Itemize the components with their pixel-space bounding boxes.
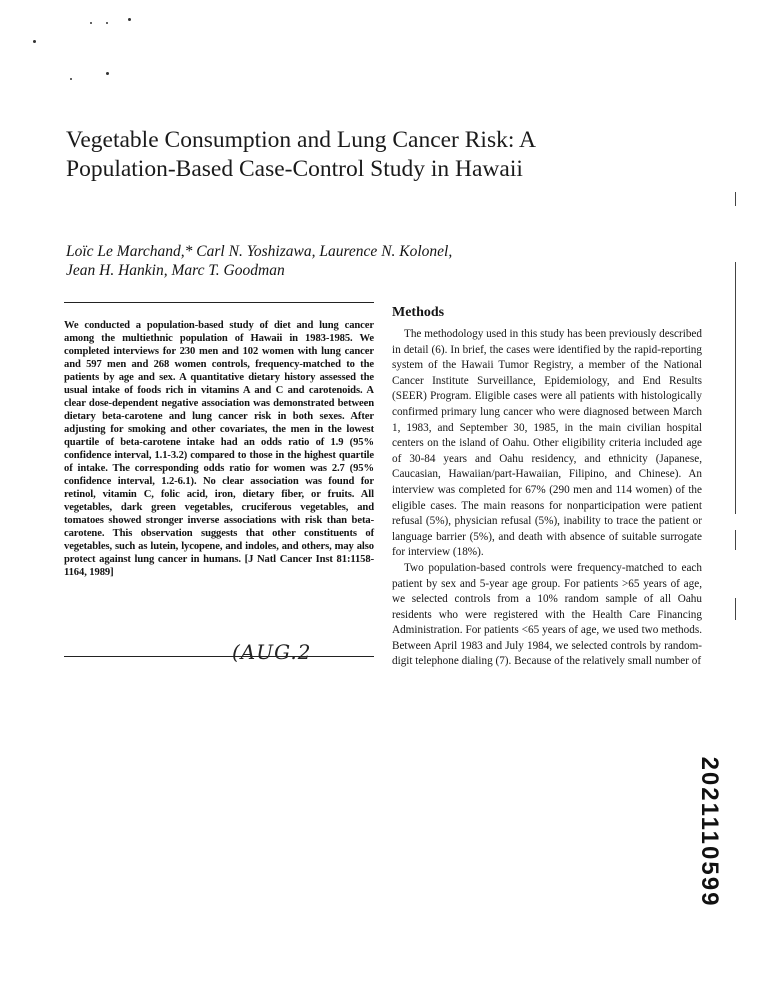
scan-speck: [106, 72, 109, 75]
scan-speck: [33, 40, 36, 43]
author-list: [66, 242, 536, 280]
scan-speck: [128, 18, 131, 21]
methods-paragraph-2: Two population-based controls were frequency-matched to each patient by sex and 5-year age group. For patients >65 years of age, we selected controls from a 10% random sample of all Oahu residents who were registered with the Health Care Financing Administration. For patients <65 years of age, we used two methods. Between April 1983 and July 1984, we selected controls by random-digit telephone dialing (7). Because of the relatively small number of: [392, 561, 702, 667]
author-line-1: Loïc Le Marchand,* Carl N. Yoshizawa, Laurence N. Kolonel,: [66, 243, 453, 260]
document-id-stamp: 2021110599: [696, 756, 723, 908]
scan-edge-mark: [735, 598, 736, 620]
methods-paragraph-1: The methodology used in this study has been previously described in detail (6). In brief, the cases were identified by the rapid-reporting system of the Hawaii Tumor Registry, a member of the National Cancer Institute Surveillance, Epidemiology, and End Results (SEER) Program. Eligible cases were all patients with histologically confirmed primary lung cancer who were diagnosed between March 1, 1983, and September 30, 1985, in the main civilian hospital centers on the island of Oahu. Other eligibility criteria included age of 30-84 years and Oahu residency, and ethnicity (Japanese, Caucasian, Hawaiian/part-Hawaiian, Filipino, and Chinese). An interview was completed for 67% (290 men and 114 women) of the eligible cases. The main reasons for nonparticipation were patient refusal (5%), physician refusal (5%), inability to trace the patient or language barrier (5%), and death with absence of suitable surrogate for interview (18%).: [392, 328, 702, 559]
scan-edge-mark: [735, 530, 736, 550]
abstract-text: We conducted a population-based study of diet and lung cancer among the multiethnic population of Hawaii in 1983-1985. We completed interviews for 230 men and 102 women with lung cancer and 597 men and 268 women controls, frequency-matched to the patients by age and sex. A quantitative dietary history assessed the usual intake of foods rich in vitamins A and C and carotenoids. A clear dose-dependent negative association was demonstrated between dietary beta-carotene and lung cancer risk in both sexes. After adjusting for smoking and other covariates, the men in the lowest quartile of beta-carotene intake had an odds ratio of 1.9 (95% confidence interval, 1.1-3.2) compared to those in the highest quartile of intake. The corresponding odds ratio for women was 2.7 (95% confidence interval, 1.2-6.1). No clear association was found for retinol, vitamin C, folic acid, iron, dietary fiber, or fruits. All vegetables, dark green vegetables, cruciferous vegetables, and tomatoes showed stronger inverse associations with risk than beta-carotene. This observation suggests that other constituents of vegetables, such as lutein, lycopene, and indoles, and others, may also protect against lung cancer in humans. [J Natl Cancer Inst 81:1158-1164, 1989]: [64, 320, 374, 579]
scan-speck: [106, 22, 108, 24]
scan-speck: [70, 78, 72, 80]
author-line-2: Jean H. Hankin, Marc T. Goodman: [66, 262, 285, 279]
handwritten-annotation: (AUG.2: [232, 640, 312, 664]
scan-edge-mark: [735, 262, 736, 514]
scan-edge-mark: [735, 192, 736, 206]
methods-heading: Methods: [392, 305, 445, 320]
article-title: Vegetable Consumption and Lung Cancer Risk: A Population-Based Case-Control Study in Hawaii: [66, 127, 535, 182]
methods-section: [392, 327, 702, 667]
abstract-bottom-rule: [64, 656, 374, 657]
abstract-top-rule: [64, 302, 374, 303]
scan-speck: [90, 22, 92, 24]
